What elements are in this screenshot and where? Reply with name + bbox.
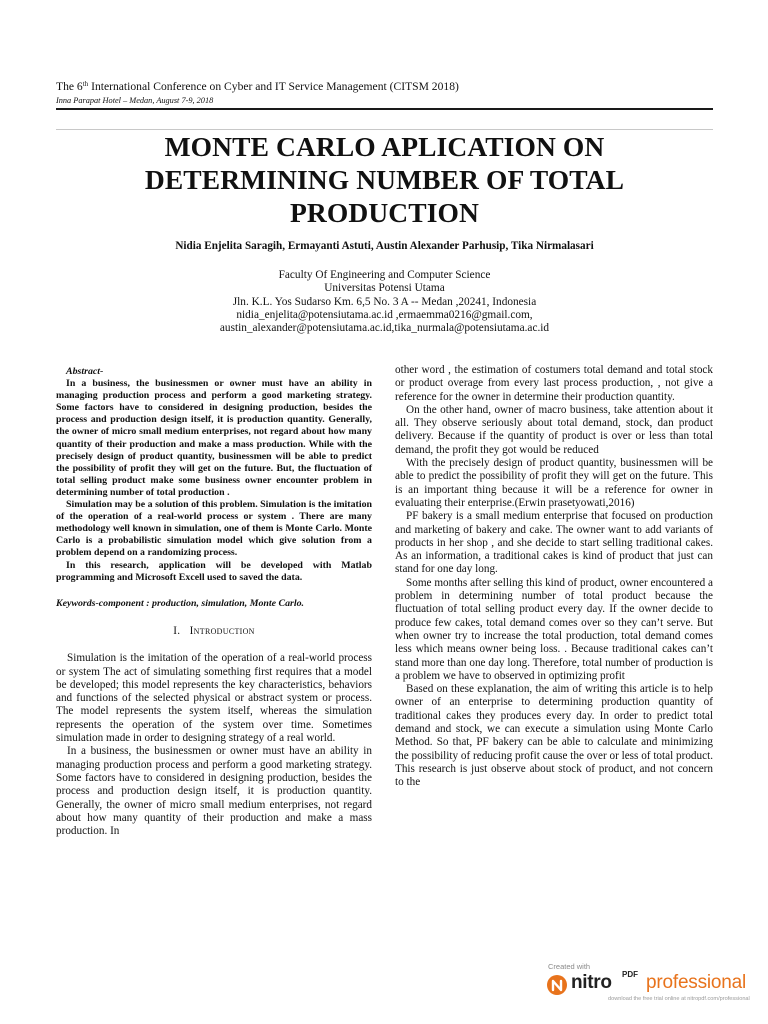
left-column [56,366,372,838]
keywords-text: production, simulation, Monte Carlo. [152,597,305,609]
title-line: DETERMINING NUMBER OF TOTAL [144,164,625,195]
nitro-brand-sup: PDF [622,970,638,979]
paper-title [56,130,713,229]
right-column [395,364,713,790]
section-title: Introduction [189,624,255,637]
abstract [56,366,372,584]
abstract-label: Abstract- [66,366,104,377]
conference-location: Inna Parapat Hotel – Medan, August 7-9, 2018 [56,96,214,105]
title-line: MONTE CARLO APLICATION ON [164,131,605,162]
affiliation-block [56,269,713,335]
body-paragraph: With the precisely design of product quantity, businessmen will be able to predict the possibility of profit they will get on the future. This is an important thing because it will be a reference for owner in evaluating their enterprise.(Erwin prasetyowati,2016) [395,457,713,509]
body-paragraph: other word , the estimation of costumers total demand and total stock or product overage from every last process production, , not give a reference for the owner in determine their production quantity. [395,364,713,403]
body-paragraph: In a business, the businessmen or owner must have an ability in managing production process and perform a good marketing strategy. Some factors have to considered in designing production, besides the process and production design itself, it is production quantity. Generally, the owner of micro small medium enterprises, not regard about how many quantity of their production and make a mass production. In [56,745,372,838]
affiliation-line: Faculty Of Engineering and Computer Science [278,269,491,281]
email-line: austin_alexander@potensiutama.ac.id,tika_nurmala@potensiutama.ac.id [219,322,550,335]
body-paragraph: Some months after selling this kind of product, owner encountered a problem in determining number of total product because the fluctuation of total selling product every day. If the owner decide to produce few cakes, total demand comes over so they can’t serve. But when owner try to increase the total production, total demand comes less which means owner being loss. . Because traditional cakes can’t stand more than one day long. Therefore, total number of production is a problem we have to observed in optimizing profit [395,576,713,682]
abstract-paragraph: In this research, application will be developed with Matlab programming and Microsoft Excell used to saved the data. [56,559,372,583]
section-heading-introduction [56,625,372,638]
affiliation-line: Jln. K.L. Yos Sudarso Km. 6,5 No. 3 A -- Medan ,20241, Indonesia [232,295,537,308]
author-list: Nidia Enjelita Saragih, Ermayanti Astuti, Austin Alexander Parhusip, Tika Nirmalasari [175,240,594,252]
nitro-created-with: Created with [548,962,591,971]
abstract-paragraph: In a business, the businessmen or owner must have an ability in managing production process and perform a good marketing strategy. Some factors have to considered in designing production, besides the process and production design itself, it is production quantity. Generally, the owner of micro small medium enterprises, not regard about how many quantity of their production and make a mass production. While with the precisely design of product quantity, businessmen will be able to predict the possibility of profit they will get on the future. But, the fluctuation of total selling product make some business owner encounter problem in determining number of total production . [56,378,372,498]
nitro-footer: download the free trial online at nitropdf.com/professional [608,996,750,1002]
nitro-watermark [540,958,762,1008]
keywords-label: Keywords-component : [56,597,153,609]
body-paragraph: Based on these explanation, the aim of writing this article is to help owner of an enterprise to determining production quantity of traditional cakes they produces every day. In order to predict total demand and stock, we can execute a simulation using Monte Carlo Method. So that, PF bakery can be able to calculate and minimizing the possibility of reducing profit cause the over or less of total product. This research is just observe about stock of product, and not concern to the [395,683,713,789]
nitro-logo-icon [546,974,568,996]
email-line: nidia_enjelita@potensiutama.ac.id ,ermaemma0216@gmail.com, [236,308,533,321]
section-number: I. [173,624,181,637]
title-line: PRODUCTION [290,197,479,228]
nitro-edition: professional [646,972,747,993]
abstract-paragraph: Simulation may be a solution of this problem. Simulation is the imitation of the operation of a real-world process or system . There are many methodology well known in simulation, one of them is Monte Carlo. Monte Carlo is a probabilistic simulation model which give solution from a problem depend on a randomizing process. [56,499,372,559]
nitro-brand: nitro [571,972,612,993]
conference-header: The 6th International Conference on Cyber and IT Service Management (CITSM 2018) [56,80,459,93]
body-paragraph: PF bakery is a small medium enterprise that focused on production and marketing of bakery and cake. The owner want to add variants of products in her shop , and she decide to start selling traditional cakes. As an information, a traditional cakes is kind of product that just can stand for one day long. [395,510,713,576]
header-rule [56,108,713,110]
body-paragraph: Simulation is the imitation of the operation of a real-world process or system The act of simulating something first requires that a model be developed; this model represents the key characteristics, behaviors and functions of the selected physical or abstract system or process. The model represents the system itself, whereas the simulation represents the operation of the system over time. Sometimes simulation made in order to designing strategy of a real world. [56,652,372,745]
keywords [56,597,372,610]
affiliation-line: Universitas Potensi Utama [324,282,445,295]
body-paragraph: On the other hand, owner of macro business, take attention about it all. They observe seriously about total demand, stock, dan product delivery. Because if the quantity of product is over or less than total demand, the profit they got would be reduced [395,403,713,456]
